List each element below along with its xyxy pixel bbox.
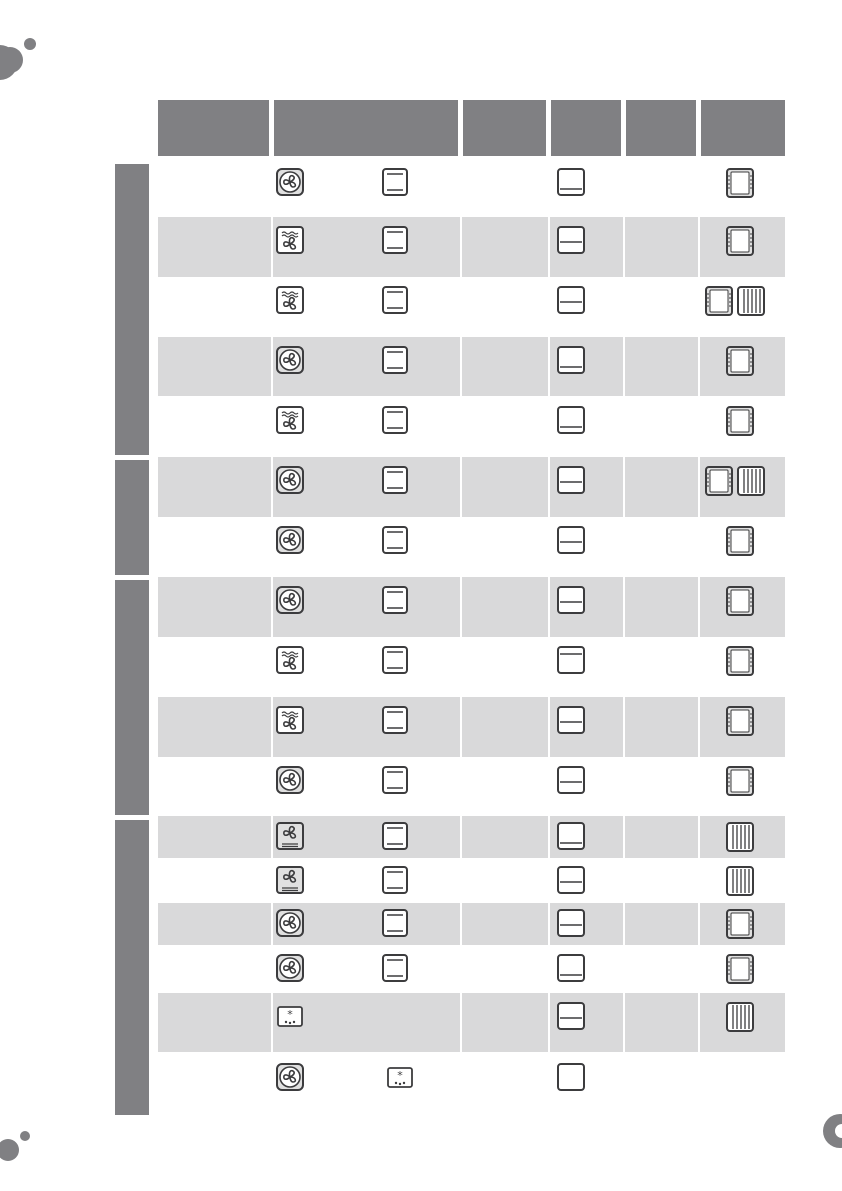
table-row-band xyxy=(158,697,785,757)
oven-top-bottom-icon xyxy=(380,953,412,985)
oven-top-bottom-icon xyxy=(380,285,412,317)
fan-top-heat-icon xyxy=(275,705,307,737)
oven-top-bottom-icon xyxy=(380,405,412,437)
svg-text:*: * xyxy=(397,1069,403,1082)
group-2-side-bar xyxy=(115,460,149,575)
header-col-shelf xyxy=(551,100,621,156)
fan-bottom-heat-icon xyxy=(275,865,307,897)
shelf-level-1-icon xyxy=(555,345,587,377)
rack-icon xyxy=(703,285,735,317)
table-row-band xyxy=(158,337,785,396)
column-divider xyxy=(698,156,700,1115)
fan-ring-icon xyxy=(275,167,307,199)
tray-icon xyxy=(724,1001,756,1033)
table-row-band xyxy=(158,816,785,858)
rack-icon xyxy=(703,465,735,497)
oven-top-bottom-icon xyxy=(380,765,412,797)
oven-top-bottom-icon xyxy=(380,821,412,853)
header-col-3 xyxy=(463,100,546,156)
table-row-band xyxy=(158,903,785,945)
svg-text:*: * xyxy=(287,1008,293,1021)
shelf-level-1-icon xyxy=(555,167,587,199)
fan-top-heat-icon xyxy=(275,225,307,257)
rack-icon xyxy=(724,953,756,985)
fan-top-heat-icon xyxy=(275,405,307,437)
tray-icon xyxy=(724,865,756,897)
group-3-side-bar xyxy=(115,580,149,815)
oven-top-bottom-icon xyxy=(380,865,412,897)
oven-top-bottom-icon xyxy=(380,465,412,497)
defrost-icon xyxy=(385,1062,417,1094)
fan-ring-icon xyxy=(275,465,307,497)
header-col-5 xyxy=(626,100,696,156)
table-row-band xyxy=(158,217,785,277)
fan-ring-icon xyxy=(275,1062,307,1094)
rack-icon xyxy=(724,705,756,737)
oven-top-bottom-icon xyxy=(380,645,412,677)
shelf-level-2-icon xyxy=(555,525,587,557)
shelf-empty-icon xyxy=(555,1062,587,1094)
fan-ring-icon xyxy=(275,953,307,985)
group-1-side-bar xyxy=(115,164,149,455)
column-divider xyxy=(548,156,550,1115)
shelf-level-2-icon xyxy=(555,285,587,317)
tray-icon xyxy=(735,285,767,317)
shelf-level-2-icon xyxy=(555,1001,587,1033)
oven-top-bottom-icon xyxy=(380,345,412,377)
column-divider xyxy=(623,156,625,1115)
shelf-level-2-icon xyxy=(555,865,587,897)
table-row-band xyxy=(158,457,785,517)
shelf-level-1-icon xyxy=(555,405,587,437)
shelf-level-2-icon xyxy=(555,908,587,940)
shelf-level-2-icon xyxy=(555,585,587,617)
rack-icon xyxy=(724,765,756,797)
column-divider xyxy=(271,156,273,1115)
rack-icon xyxy=(724,225,756,257)
group-4-side-bar xyxy=(115,820,149,1115)
page-corner-icon xyxy=(814,1112,842,1150)
header-col-accessory xyxy=(701,100,785,156)
rack-icon xyxy=(724,645,756,677)
oven-top-bottom-icon xyxy=(380,585,412,617)
rack-icon xyxy=(724,345,756,377)
fan-ring-icon xyxy=(275,525,307,557)
footer-dots-icon xyxy=(0,1128,34,1168)
shelf-level-2-icon xyxy=(555,705,587,737)
oven-top-bottom-icon xyxy=(380,908,412,940)
fan-top-heat-icon xyxy=(275,285,307,317)
shelf-level-1-icon xyxy=(555,821,587,853)
fan-top-heat-icon xyxy=(275,645,307,677)
oven-top-bottom-icon xyxy=(380,705,412,737)
rack-icon xyxy=(724,585,756,617)
defrost-icon xyxy=(275,1001,307,1033)
fan-bottom-heat-icon xyxy=(275,821,307,853)
header-col-symbols xyxy=(274,100,458,156)
shelf-level-2-icon xyxy=(555,465,587,497)
tray-icon xyxy=(724,821,756,853)
logo-dots-icon xyxy=(0,35,40,85)
oven-top-bottom-icon xyxy=(380,225,412,257)
rack-icon xyxy=(724,405,756,437)
fan-ring-icon xyxy=(275,908,307,940)
tray-icon xyxy=(735,465,767,497)
rack-icon xyxy=(724,167,756,199)
shelf-level-1-icon xyxy=(555,953,587,985)
rack-icon xyxy=(724,525,756,557)
table-row-band xyxy=(158,577,785,637)
fan-ring-icon xyxy=(275,585,307,617)
shelf-level-3-icon xyxy=(555,645,587,677)
oven-top-bottom-icon xyxy=(380,167,412,199)
shelf-level-2-icon xyxy=(555,225,587,257)
table-row-band xyxy=(158,993,785,1052)
cooking-table xyxy=(115,100,785,1115)
fan-ring-icon xyxy=(275,345,307,377)
header-col-function xyxy=(158,100,269,156)
oven-top-bottom-icon xyxy=(380,525,412,557)
column-divider xyxy=(460,156,462,1115)
fan-ring-icon xyxy=(275,765,307,797)
shelf-level-2-icon xyxy=(555,765,587,797)
rack-icon xyxy=(724,908,756,940)
